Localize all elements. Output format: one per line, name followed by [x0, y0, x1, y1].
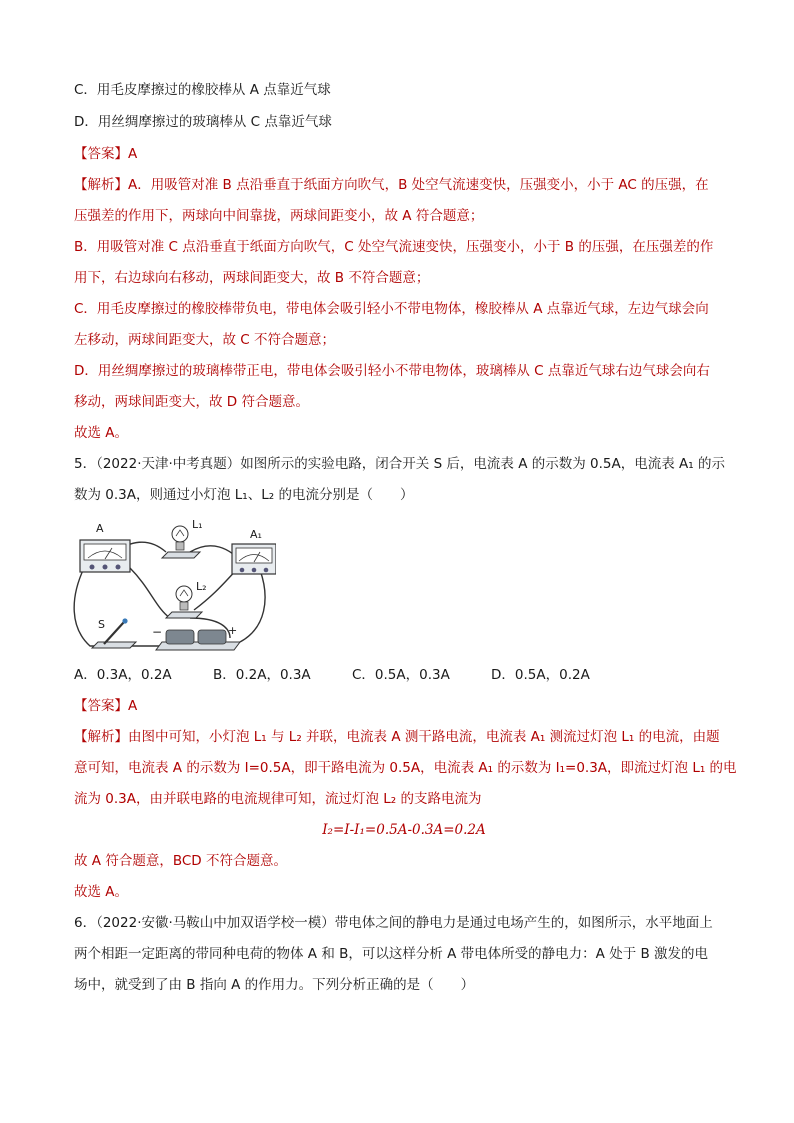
- answer-5: 【答案】A: [74, 698, 138, 714]
- explanation-5-line-1: 【解析】由图中可知，小灯泡 L₁ 与 L₂ 并联，电流表 A 测干路电流，电流表 A₁ 测流过灯泡 L₁ 的电流，由题: [74, 729, 720, 745]
- explanation-5-line-2: 意可知，电流表 A 的示数为 I=0.5A，即干路电流为 0.5A，电流表 A₁ 的示数为 I₁=0.3A，即流过灯泡 L₁ 的电: [74, 760, 737, 776]
- explanation-4-line-6: 左移动，两球间距变大，故 C 不符合题意；: [74, 332, 336, 348]
- lamp-l1-label: L₁: [192, 518, 203, 531]
- switch-label: S: [98, 618, 105, 631]
- option-c-line: C．用毛皮摩擦过的橡胶棒从 A 点靠近气球: [74, 82, 331, 98]
- explanation-4-line-4: 用下，右边球向右移动，两球间距变大，故 B 不符合题意；: [74, 270, 430, 286]
- explanation-4-line-2: 压强差的作用下，两球向中间靠拢，两球间距变小，故 A 符合题意；: [74, 208, 484, 224]
- option-c[interactable]: C．0.5A，0.3A: [352, 667, 450, 683]
- question-6-line-3: 场中，就受到了由 B 指向 A 的作用力。下列分析正确的是（ ）: [74, 977, 475, 993]
- option-d[interactable]: D．0.5A，0.2A: [491, 667, 590, 683]
- option-b[interactable]: B．0.2A，0.3A: [213, 667, 311, 683]
- question-5-line-1: 5．（2022·天津·中考真题）如图所示的实验电路，闭合开关 S 后，电流表 A 的示数为 0.5A，电流表 A₁ 的示: [74, 456, 725, 472]
- question-5-line-2: 数为 0.3A，则通过小灯泡 L₁、L₂ 的电流分别是（ ）: [74, 487, 414, 503]
- question-5-options: [74, 665, 630, 685]
- question-6-line-1: 6．（2022·安徽·马鞍山中加双语学校一模）带电体之间的静电力是通过电场产生的，如图所示，水平地面上: [74, 915, 713, 931]
- selection-4: 故选 A。: [74, 425, 129, 441]
- battery-minus-label: −: [152, 625, 163, 639]
- lamp-l2-label: L₂: [196, 580, 207, 593]
- option-a[interactable]: A．0.3A，0.2A: [74, 667, 172, 683]
- ammeter-a1-label: A₁: [250, 528, 262, 541]
- explanation-4-line-8: 移动，两球间距变大，故 D 符合题意。: [74, 394, 309, 410]
- explanation-5-line-3: 流为 0.3A，由并联电路的电流规律可知，流过灯泡 L₂ 的支路电流为: [74, 791, 482, 807]
- option-d-line: D．用丝绸摩擦过的玻璃棒从 C 点靠近气球: [74, 114, 332, 130]
- battery-plus-label: +: [228, 624, 238, 637]
- explanation-5-line-4: 故 A 符合题意，BCD 不符合题意。: [74, 853, 287, 869]
- answer-4: 【答案】A: [74, 146, 138, 162]
- explanation-4-line-1: 【解析】A．用吸管对准 B 点沿垂直于纸面方向吹气，B 处空气流速变快，压强变小，小于 AC 的压强，在: [74, 177, 709, 193]
- explanation-5-formula: I₂=I-I₁=0.5A-0.3A=0.2A: [322, 822, 486, 838]
- explanation-4-line-3: B．用吸管对准 C 点沿垂直于纸面方向吹气，C 处空气流速变快，压强变小，小于 B 的压强，在压强差的作: [74, 239, 714, 255]
- explanation-4-line-5: C．用毛皮摩擦过的橡胶棒带负电，带电体会吸引轻小不带电物体，橡胶棒从 A 点靠近气球，左边气球会向: [74, 301, 709, 317]
- ammeter-a-icon: [80, 540, 130, 572]
- circuit-diagram: [70, 518, 276, 654]
- explanation-4-line-7: D．用丝绸摩擦过的玻璃棒带正电，带电体会吸引轻小不带电物体，玻璃棒从 C 点靠近气球右边气球会向右: [74, 363, 710, 379]
- ammeter-a-label: A: [96, 522, 104, 535]
- ammeter-a1-icon: [232, 544, 276, 574]
- selection-5: 故选 A。: [74, 884, 129, 900]
- question-6-line-2: 两个相距一定距离的带同种电荷的物体 A 和 B，可以这样分析 A 带电体所受的静电力：A 处于 B 激发的电: [74, 946, 709, 962]
